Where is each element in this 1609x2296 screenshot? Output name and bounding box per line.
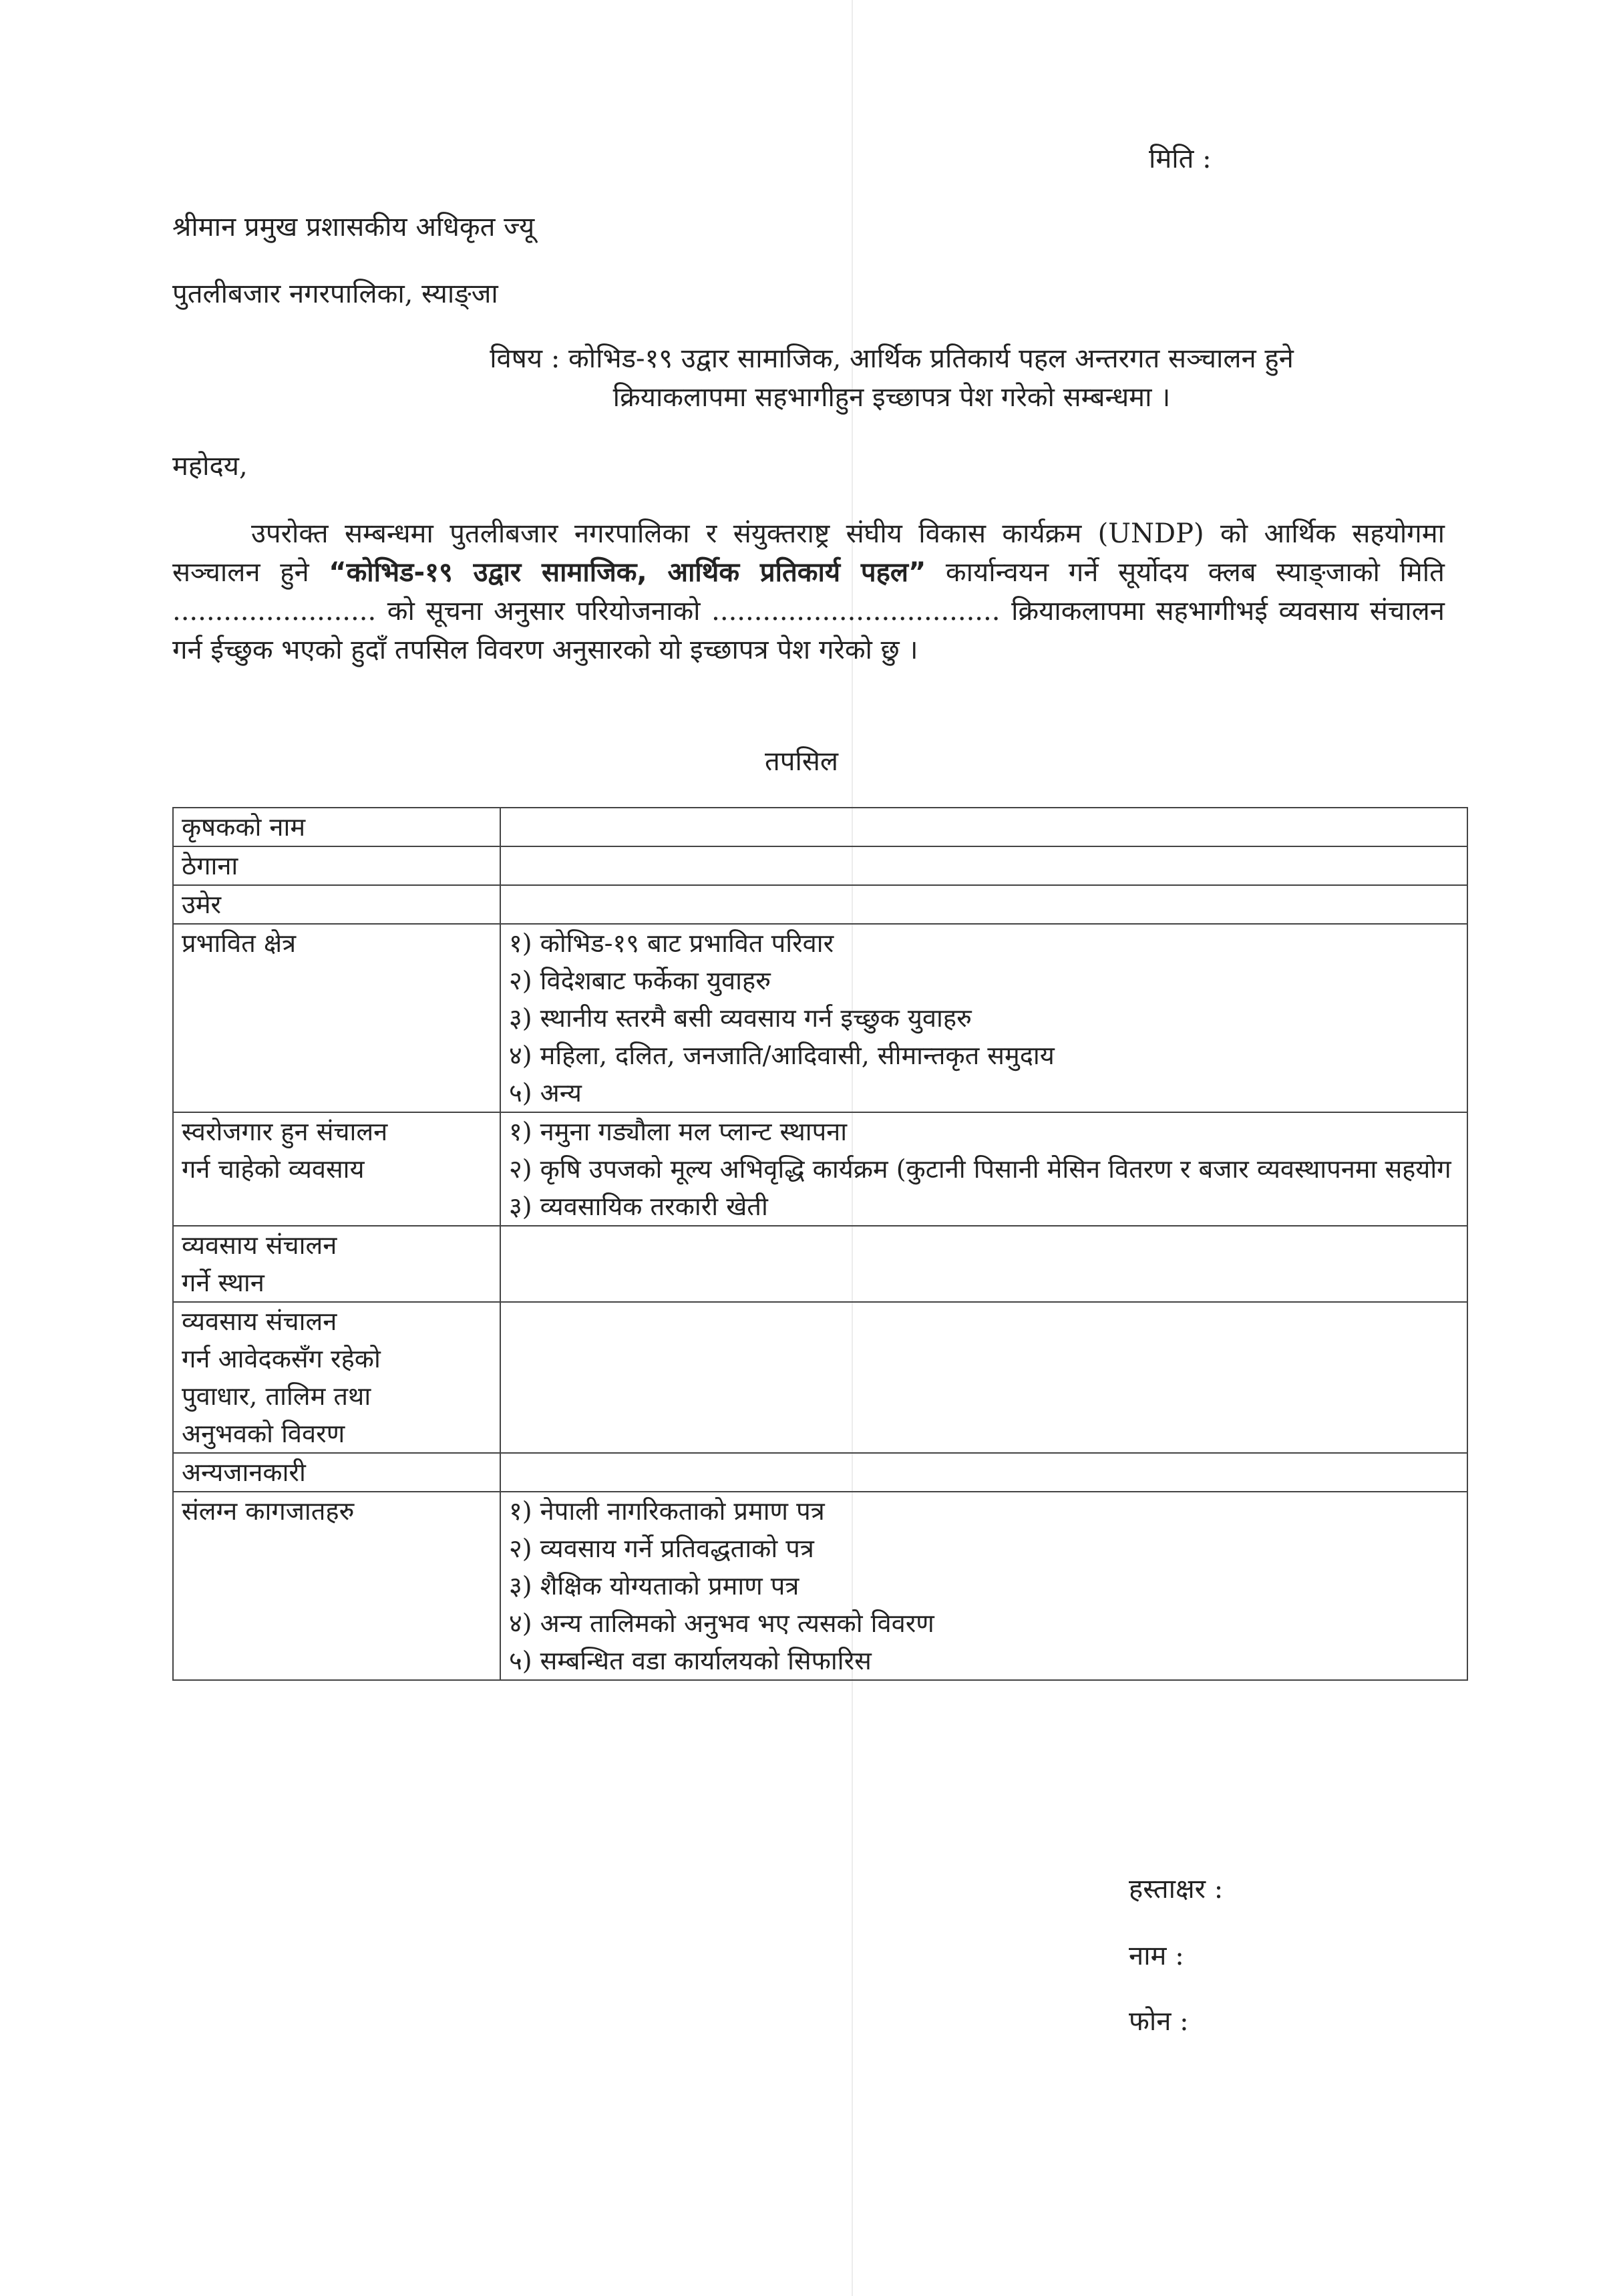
row-label: व्यवसाय संचालन गर्ने स्थान (173, 1226, 500, 1302)
option-item: ४) अन्य तालिमको अनुभव भए त्यसको विवरण (509, 1609, 934, 1638)
table-row (173, 1112, 1467, 1226)
option-item: ३) व्यवसायिक तरकारी खेती (509, 1192, 768, 1221)
recipient-address: पुतलीबजार नगरपालिका, स्याङ्जा (172, 279, 498, 309)
option-item: २) व्यवसाय गर्ने प्रतिवद्धताको पत्र (509, 1534, 814, 1563)
row-label: कृषकको नाम (173, 808, 500, 846)
body-paragraph (172, 514, 1445, 669)
table-heading: तपसिल (765, 746, 839, 777)
option-item: ४) महिला, दलित, जनजाति/आदिवासी, सीमान्तकृत समुदाय (509, 1041, 1055, 1070)
option-item: १) कोभिड-१९ बाट प्रभावित परिवार (509, 929, 834, 958)
table-row (173, 1226, 1467, 1302)
row-label: व्यवसाय संचालन गर्न आवेदकसँग रहेको पुवाधार, तालिम तथा अनुभवको विवरण (173, 1302, 500, 1453)
row-label: अन्यजानकारी (173, 1453, 500, 1492)
subject-block (407, 339, 1376, 417)
subject-line-2: क्रियाकलापमा सहभागीहुन इच्छापत्र पेश गरेको सम्बन्धमा । (612, 382, 1171, 413)
table-row (173, 1453, 1467, 1492)
date-label: मिति : (1149, 144, 1212, 174)
table-row (173, 1302, 1467, 1453)
option-item: २) कृषि उपजको मूल्य अभिवृद्धि कार्यक्रम (कुटानी पिसानी मेसिन वितरण र बजार व्यवस्थापनमा सहयोग (509, 1154, 1451, 1184)
table-row (173, 885, 1467, 924)
name-label: नाम : (1129, 1941, 1184, 1971)
row-label: ठेगाना (173, 846, 500, 885)
details-table (172, 807, 1468, 1681)
row-label: प्रभावित क्षेत्र (173, 924, 500, 1112)
table-row (173, 808, 1467, 846)
row-value (500, 808, 1467, 846)
salutation: महोदय, (172, 451, 248, 482)
table-row (173, 846, 1467, 885)
details-table-body (173, 808, 1467, 1680)
row-value (500, 1492, 1467, 1680)
option-item: ३) शैक्षिक योग्यताको प्रमाण पत्र (509, 1571, 799, 1601)
row-value (500, 1302, 1467, 1453)
row-value (500, 1226, 1467, 1302)
option-item: १) नेपाली नागरिकताको प्रमाण पत्र (509, 1496, 825, 1526)
option-item: १) नमुना गड्यौला मल प्लान्ट स्थापना (509, 1117, 848, 1146)
row-value (500, 1453, 1467, 1492)
body-text-part1: उपरोक्त सम्बन्धमा पुतलीबजार नगरपालिका र संयुक्तराष्ट्र संघीय विकास कार्यक्रम (UNDP) को आर्थिक सहयोगमा सञ्चालन हुने (172, 518, 1445, 588)
row-value (500, 924, 1467, 1112)
option-item: ५) अन्य (509, 1078, 582, 1108)
table-row (173, 924, 1467, 1112)
option-item: ५) सम्बन्धित वडा कार्यालयको सिफारिस (509, 1646, 872, 1675)
body-program-name: “कोभिड-१९ उद्वार सामाजिक, आर्थिक प्रतिकार्य पहल” (329, 557, 926, 588)
table-row (173, 1492, 1467, 1680)
recipient-title: श्रीमान प्रमुख प्रशासकीय अधिकृत ज्यू (172, 212, 535, 242)
row-value (500, 1112, 1467, 1226)
row-label: संलग्न कागजातहरु (173, 1492, 500, 1680)
option-item: २) विदेशबाट फर्केका युवाहरु (509, 966, 771, 995)
body-text-part2: कार्यान्वयन गर्ने सूर्योदय क्लब स्याङ्जाको मिति ........................ को सूचना अनुसार परियोजनाको .................................. क्रियाकलापमा सहभागीभई व्यवसाय संचालन गर्न ईच्छुक भएको हुदाँ तपसिल विवरण अनुसारको यो इच्छापत्र पेश गरेको छु । (172, 557, 1445, 665)
row-value (500, 846, 1467, 885)
phone-label: फोन : (1129, 2006, 1189, 2037)
subject-line-1: विषय : कोभिड-१९ उद्वार सामाजिक, आर्थिक प्रतिकार्य पहल अन्तरगत सञ्चालन हुने (490, 343, 1294, 374)
option-item: ३) स्थानीय स्तरमै बसी व्यवसाय गर्न इच्छुक युवाहरु (509, 1003, 972, 1033)
row-label: स्वरोजगार हुन संचालन गर्न चाहेको व्यवसाय (173, 1112, 500, 1226)
signature-label: हस्ताक्षर : (1129, 1874, 1224, 1905)
row-value (500, 885, 1467, 924)
row-label: उमेर (173, 885, 500, 924)
